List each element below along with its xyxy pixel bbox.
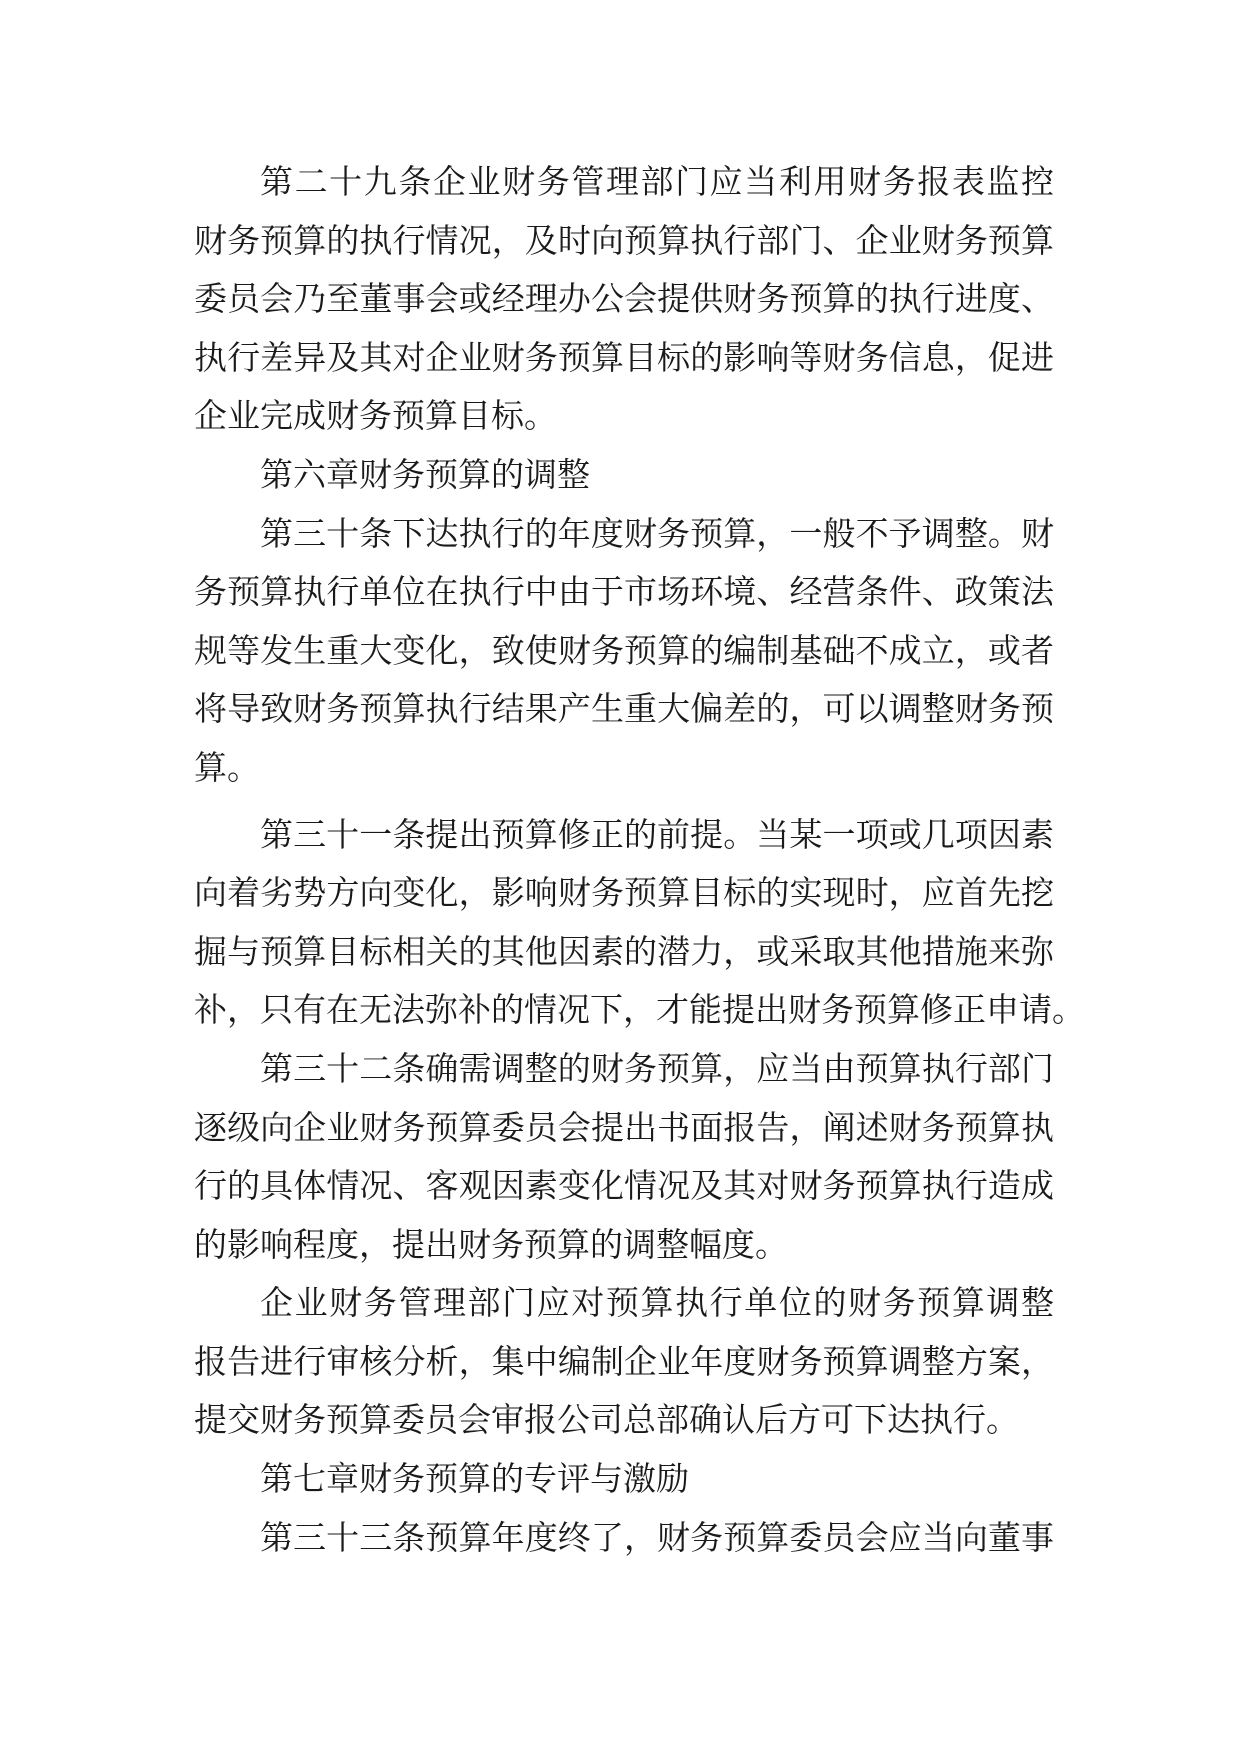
article-32-line-2: 逐级向企业财务预算委员会提出书面报告，阐述财务预算执 [194, 1107, 1054, 1147]
article-31-line-4: 补，只有在无法弥补的情况下，才能提出财务预算修正申请。 [194, 990, 1085, 1030]
paragraph-adjustment-line-2: 报告进行审核分析，集中编制企业年度财务预算调整方案， [194, 1341, 1054, 1381]
article-31-line-2: 向着劣势方向变化，影响财务预算目标的实现时，应首先挖 [194, 873, 1054, 913]
article-32-line-3: 行的具体情况、客观因素变化情况及其对财务预算执行造成 [194, 1166, 1054, 1206]
article-30-line-4: 将导致财务预算执行结果产生重大偏差的，可以调整财务预 [194, 689, 1054, 729]
article-30-line-5: 算。 [194, 747, 260, 787]
article-30-line-1: 第三十条下达执行的年度财务预算，一般不予调整。财 [260, 513, 1054, 553]
article-31-line-3: 掘与预算目标相关的其他因素的潜力，或采取其他措施来弥 [194, 931, 1054, 971]
article-29-line-4: 执行差异及其对企业财务预算目标的影响等财务信息，促进 [194, 337, 1054, 377]
article-30-line-3: 规等发生重大变化，致使财务预算的编制基础不成立，或者 [194, 630, 1054, 670]
article-32-line-1: 第三十二条确需调整的财务预算，应当由预算执行部门 [260, 1048, 1054, 1088]
article-33-line-1: 第三十三条预算年度终了，财务预算委员会应当向董事 [260, 1517, 1054, 1557]
chapter-6-heading: 第六章财务预算的调整 [260, 454, 590, 494]
article-29-line-2: 财务预算的执行情况，及时向预算执行部门、企业财务预算 [194, 220, 1054, 260]
document-body [194, 153, 1085, 1567]
article-32-line-4: 的影响程度，提出财务预算的调整幅度。 [194, 1224, 788, 1264]
article-29-line-1: 第二十九条企业财务管理部门应当利用财务报表监控 [260, 162, 1054, 201]
paragraph-adjustment-line-3: 提交财务预算委员会审报公司总部确认后方可下达执行。 [194, 1400, 1019, 1440]
article-31-line-1: 第三十一条提出预算修正的前提。当某一项或几项因素 [260, 814, 1054, 854]
article-29-line-5: 企业完成财务预算目标。 [194, 396, 557, 436]
article-30-line-2: 务预算执行单位在执行中由于市场环境、经营条件、政策法 [194, 572, 1054, 612]
article-29-line-3: 委员会乃至董事会或经理办公会提供财务预算的执行进度、 [194, 279, 1054, 319]
paragraph-adjustment-line-1: 企业财务管理部门应对预算执行单位的财务预算调整 [260, 1283, 1054, 1323]
chapter-7-heading: 第七章财务预算的专评与激励 [260, 1459, 689, 1499]
